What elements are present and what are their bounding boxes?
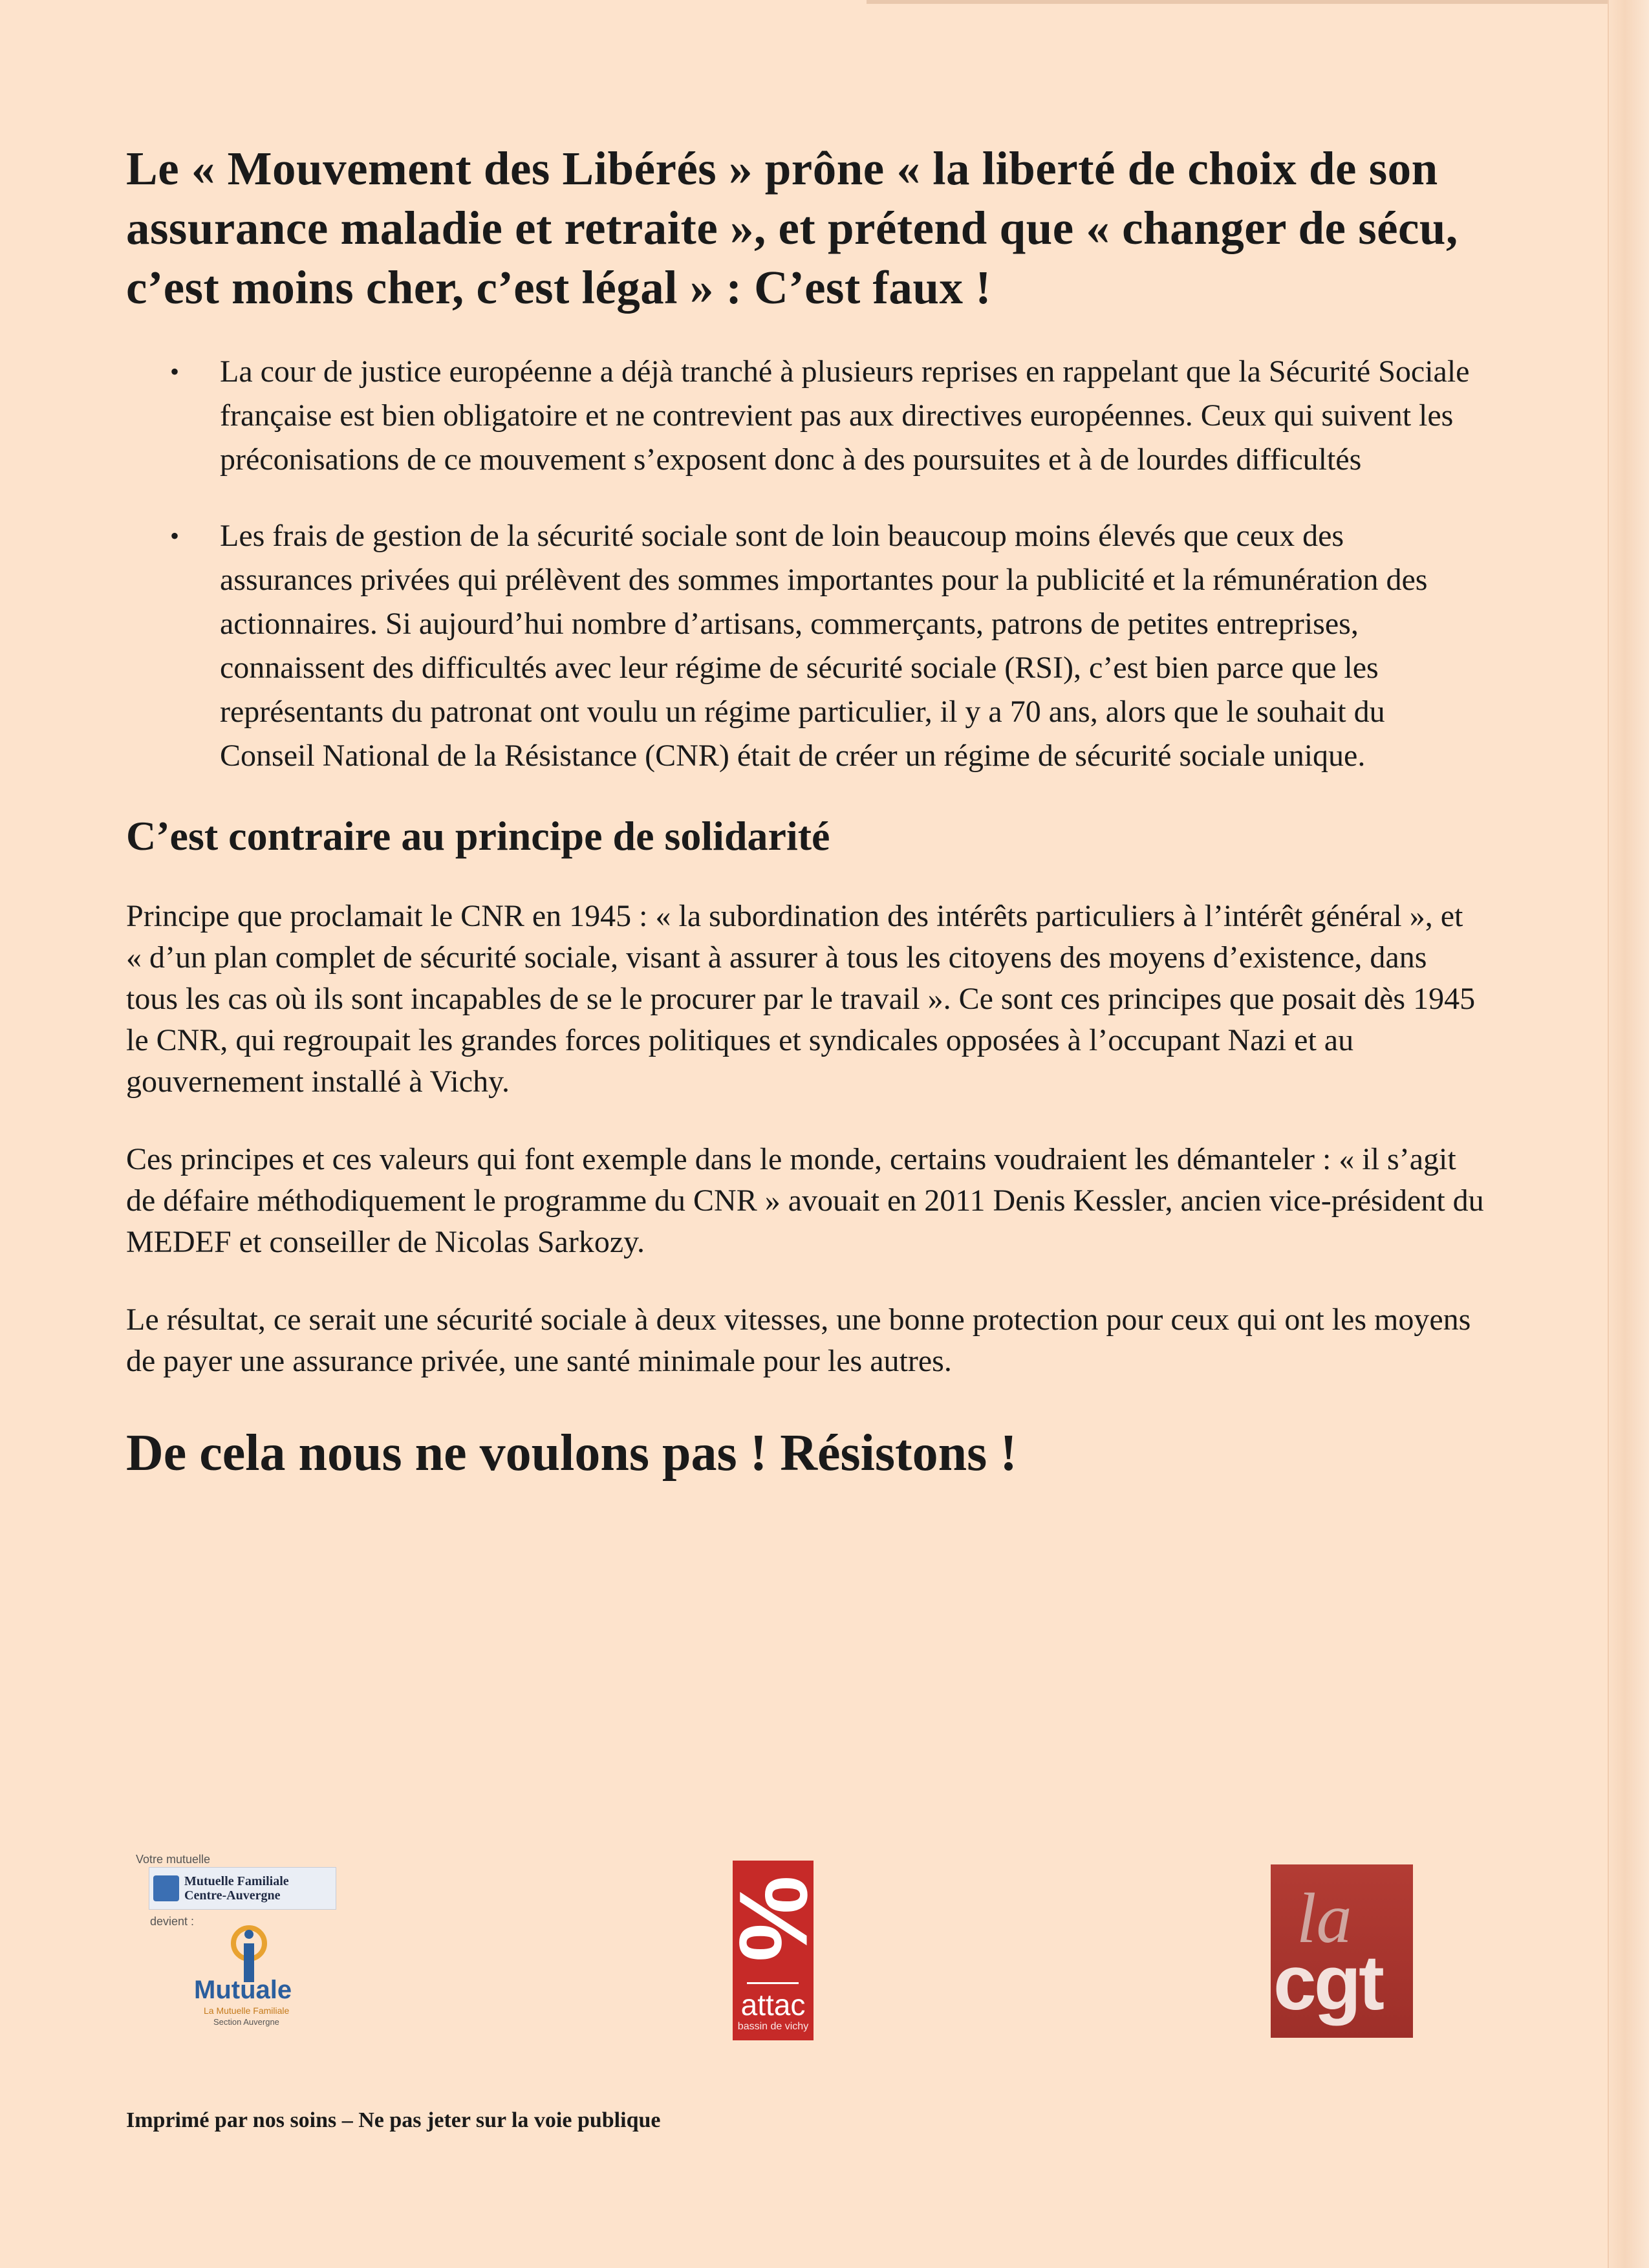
bullet-item xyxy=(126,514,1484,778)
mutuale-section: Section Auvergne xyxy=(213,2017,279,2027)
mutuelle-badge-line1: Mutuelle Familiale xyxy=(184,1874,289,1888)
bullet-text: La cour de justice européenne a déjà tranché à plusieurs reprises en rappelant que la Sécurité Sociale française est bien obligatoire et ne contrevient pas aux directives européennes. Ceux qui suivent les préconisations de ce mouvement s’exposent donc à des poursuites et à de lourdes difficultés xyxy=(220,354,1470,477)
footer-notice: Imprimé par nos soins – Ne pas jeter sur la voie publique xyxy=(126,2108,661,2132)
cgt-name: cgt xyxy=(1273,1939,1382,2026)
attac-divider xyxy=(747,1982,799,1984)
paragraph: Ces principes et ces valeurs qui font exemple dans le monde, certains voudraient les démanteler : « il s’agit de défaire méthodiquement le programme du CNR » avouait en 2011 Denis Kessler, ancien vice-président du MEDEF et conseiller de Nicolas Sarkozy. xyxy=(126,1142,1484,1259)
closing-slogan: De cela nous ne voulons pas ! Résistons ! xyxy=(126,1425,1017,1482)
bullet-item xyxy=(126,350,1484,482)
paper-top-edge xyxy=(867,0,1610,4)
main-heading: Le « Mouvement des Libérés » prône « la liberté de choix de son assurance maladie et retraite », et prétend que « changer de sécu, c’est moins cher, c’est légal » : C’est faux ! xyxy=(126,142,1458,314)
mutuelle-familiale-badge xyxy=(149,1867,336,1910)
cgt-logo xyxy=(1271,1864,1413,2038)
attac-subtitle: bassin de vichy xyxy=(737,2021,809,2032)
attac-logo xyxy=(718,1861,828,2040)
mutuale-subtitle: La Mutuelle Familiale xyxy=(204,2005,290,2016)
mutuale-votre-label: Votre mutuelle xyxy=(136,1853,211,1866)
bullet-dot-icon: • xyxy=(170,357,180,386)
bullet-list xyxy=(126,350,1484,778)
mutuelle-badge-line2: Centre-Auvergne xyxy=(184,1888,281,1903)
mutuale-devient-label: devient : xyxy=(150,1915,195,1928)
cgt-la-script: la xyxy=(1297,1879,1352,1958)
paper-fold-edge xyxy=(1608,0,1649,2268)
mutuale-logo xyxy=(136,1853,336,2027)
paragraph: Le résultat, ce serait une sécurité sociale à deux vitesses, une bonne protection pour ceux qui ont les moyens de payer une assurance privée, une santé minimale pour les autres. xyxy=(126,1302,1471,1378)
mutuale-name: Mutuale xyxy=(194,1976,292,2004)
attac-name: attac xyxy=(740,1988,806,2022)
section-heading: C’est contraire au principe de solidarité xyxy=(126,813,830,859)
paragraph: Principe que proclamait le CNR en 1945 : « la subordination des intérêts particuliers à l’intérêt général », et « d’un plan complet de sécurité sociale, visant à assurer à tous les citoyens des moyens d’existence, dans tous les cas où ils sont incapables de se le procurer par le travail ». Ce sont ces principes que posait dès 1945 le CNR, qui regroupait les grandes forces politiques et syndicales opposées à l’occupant Nazi et au gouvernement installé à Vichy. xyxy=(126,899,1476,1099)
bullet-text: Les frais de gestion de la sécurité sociale sont de loin beaucoup moins élevés que ceux des assurances privées qui prélèvent des sommes importantes pour la publicité et la rémunération des actionnaires. Si aujourd’hui nombre d’artisans, commerçants, patrons de petites entreprises, connaissent des difficultés avec leur régime de sécurité sociale (RSI), c’est bien parce que les représentants du patronat ont voulu un régime particulier, il y a 70 ans, alors que le souhait du Conseil National de la Résistance (CNR) était de créer un régime de sécurité sociale unique. xyxy=(220,519,1428,773)
bullet-dot-icon: • xyxy=(170,521,180,550)
flyer-body xyxy=(126,139,1484,1484)
mutuelle-emblem-icon xyxy=(153,1875,179,1901)
percent-icon: % xyxy=(718,1875,828,1962)
